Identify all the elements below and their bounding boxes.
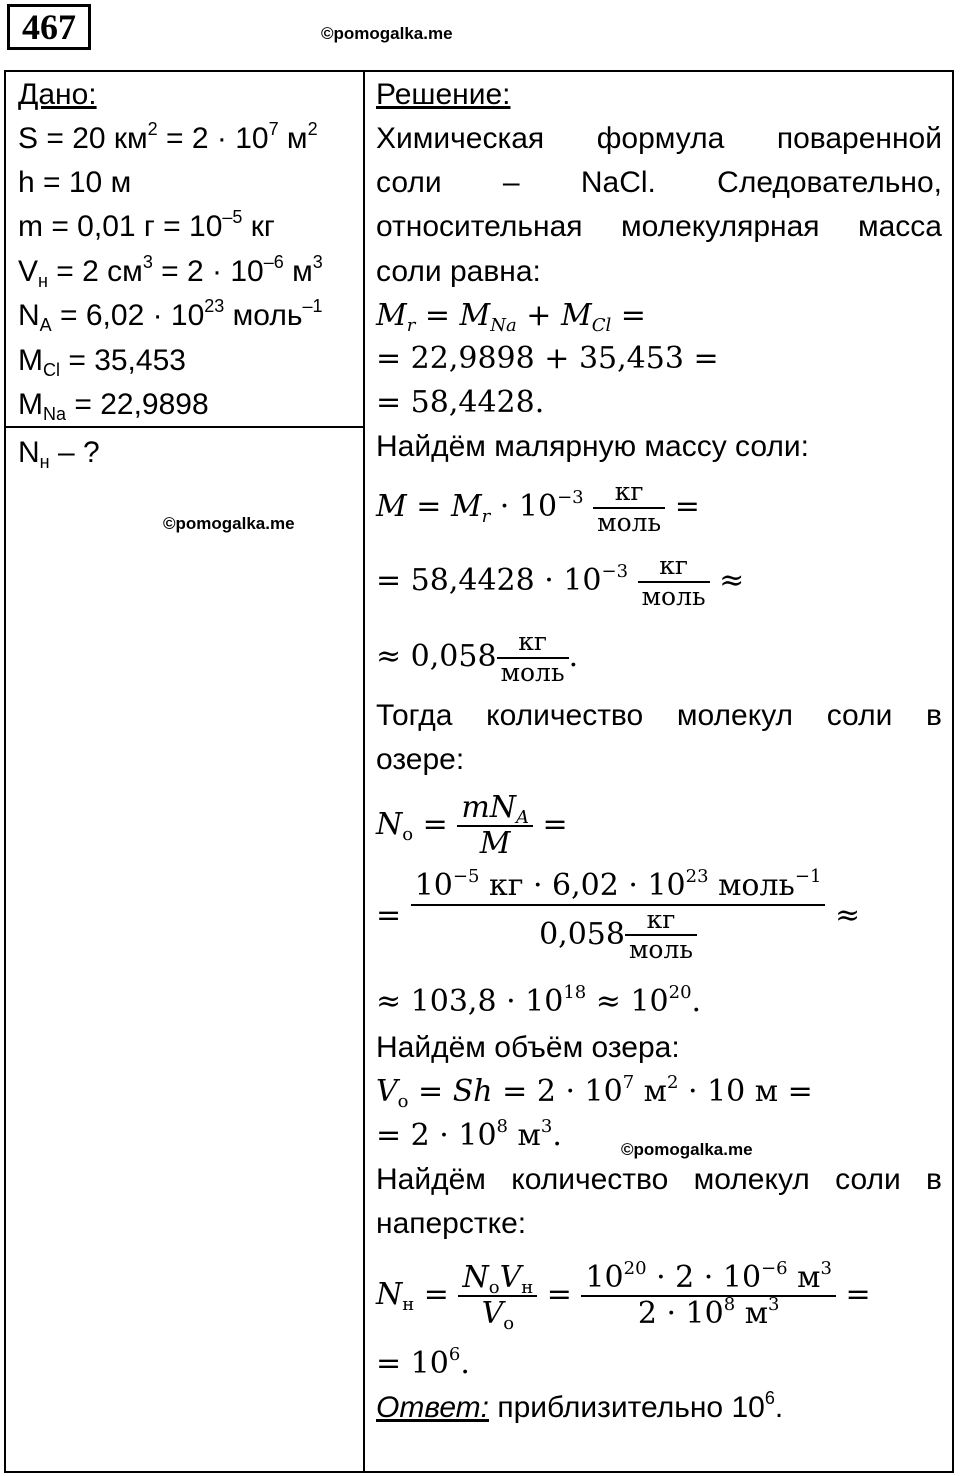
find-label: $N_н$ – ? [18, 436, 100, 472]
given-height: h = 10 м [18, 166, 132, 199]
text-line-7: Найдём количество молекул соли в [376, 1163, 942, 1196]
text-line-8: наперстке: [376, 1207, 527, 1240]
watermark-middle: ©pomogalka.me [163, 514, 295, 533]
text-molar-mass: Найдём малярную массу соли: [376, 430, 810, 463]
eq-count-2: = $10^{-5}$ кг · $6,02 \cdot 10^{23}$ моль$^{-1}$ 0,058 $\frac{кг}{\text{моль}}$ ≈ [376, 866, 861, 965]
eq-volume-2: = $2 \cdot 10^8$ $м^3$. [376, 1116, 562, 1153]
text-lake-volume: Найдём объём озера: [376, 1031, 680, 1064]
column-divider [363, 70, 365, 1473]
eq-mr-def: $M_r = M_{Na} + M_{Cl}$ = [376, 298, 646, 336]
watermark-bottom: ©pomogalka.me [621, 1140, 753, 1159]
given-thimble-volume: $V_н = 2$ $см^3 = 2 \cdot 10^{-6}$ $м^3$ [18, 252, 323, 291]
eq-molar-3: ≈ 0,058 $\frac{кг}{\text{моль}}$ . [376, 627, 579, 687]
problem-number: 467 [7, 4, 91, 50]
text-line-6: озере: [376, 743, 465, 776]
solution-heading: Решение: [376, 78, 511, 111]
eq-mr-sum: = 22,9898 + 35,453 = [376, 341, 719, 376]
watermark-top: ©pomogalka.me [321, 24, 453, 43]
eq-thimble-1: $N_н$ = $\frac{N_оV_н}{V_о}$ = $\frac{10^{20} \cdot 2 \cdot 10^{-6} м^3}{2 \cdot 10^8 м^3}$ = [376, 1257, 871, 1334]
eq-volume-1: $V_о = Sh = 2 \cdot 10^7$ $м^2 \cdot 10$ м = [376, 1072, 813, 1112]
eq-count-3: ≈ $103,8 \cdot 10^{18} \approx 10^{20}$. [376, 982, 702, 1019]
text-line-3: относительная молекулярная масса [376, 210, 942, 243]
answer-label: Ответ: [376, 1391, 489, 1424]
given-avogadro: $N_A = 6,02 \cdot 10^{23}$ моль$^{-1}$ [18, 296, 323, 335]
text-line-1: Химическая формула поваренной [376, 122, 942, 155]
text-line-2: соли – NaCl. Следовательно, [376, 166, 942, 199]
given-heading: Дано: [18, 78, 97, 111]
text-line-4: соли равна: [376, 255, 541, 288]
eq-molar-2: = $58,4428 \cdot 10^{-3}$ $\frac{кг}{\text{моль}}$ ≈ [376, 551, 745, 611]
given-area: S = 20 $км^2 = 2 \cdot 10^7$ $м^2$ [18, 119, 318, 155]
given-m-na: $M_{Na} = 22,9898$ [18, 388, 209, 424]
answer-line: Ответ: приблизительно $10^6$. [376, 1388, 784, 1424]
given-m-cl: $M_{Cl} = 35,453$ [18, 344, 186, 380]
eq-count-1: $N_о$ = $\frac{mN_A}{M}$ = [376, 789, 568, 861]
eq-molar-1: $M = M_r \cdot 10^{-3}$ $\frac{кг}{\text{моль}}$ = [376, 477, 700, 537]
eq-mr-result: = 58,4428. [376, 385, 545, 420]
eq-thimble-2: = $10^6$. [376, 1344, 470, 1381]
text-line-5: Тогда количество молекул соли в [376, 699, 942, 732]
given-mass: m = 0,01 $г = 10^{-5}$ кг [18, 207, 275, 243]
